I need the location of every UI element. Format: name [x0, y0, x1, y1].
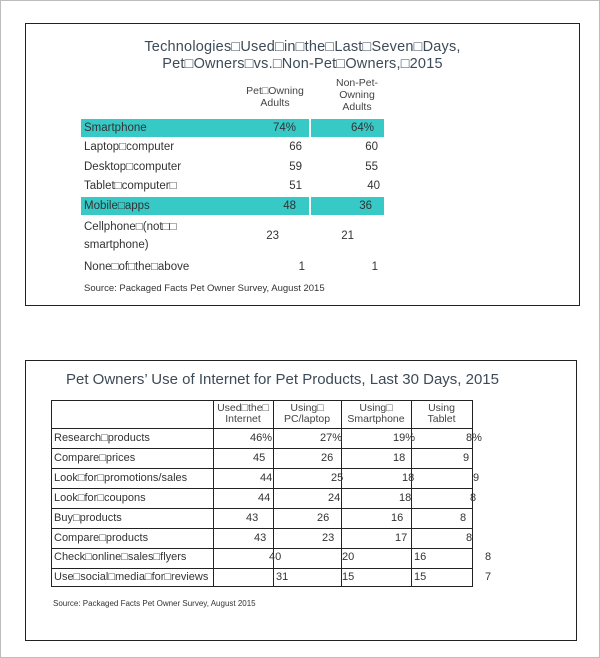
- grid-line: [51, 548, 473, 549]
- table-row-label: Compare□prices: [54, 452, 136, 464]
- highlight-divider: [309, 119, 311, 137]
- row-label: Smartphone: [84, 122, 147, 134]
- table-cell: 8: [470, 492, 477, 504]
- table-cell: 43: [246, 512, 259, 524]
- grid-line: [51, 528, 473, 529]
- grid-line: [51, 400, 473, 401]
- header-tablet: Using Tablet: [427, 402, 456, 425]
- row-value: 48: [283, 200, 296, 212]
- row-value: 40: [367, 180, 380, 192]
- table-cell: 26: [321, 452, 334, 464]
- table-cell: 19%: [393, 432, 416, 444]
- grid-line: [51, 448, 473, 449]
- table-row-label: Research□products: [54, 432, 150, 444]
- grid-line: [213, 400, 214, 587]
- table-cell: 24: [328, 492, 341, 504]
- row-label: Cellphone□(not□□: [84, 221, 177, 233]
- row-value: 59: [289, 161, 302, 173]
- grid-line: [51, 468, 473, 469]
- table-cell: 23: [322, 532, 335, 544]
- row-label: None□of□the□above: [84, 261, 190, 273]
- row-value: 66: [289, 141, 302, 153]
- table-row-label: Look□for□coupons: [54, 492, 146, 504]
- table-row-label: Use□social□media□for□reviews: [54, 571, 209, 583]
- table1-title-line2: Pet□Owners□vs.□Non-Pet□Owners,□2015: [162, 56, 443, 72]
- table-cell: 25: [331, 472, 344, 484]
- table-cell: 27%: [320, 432, 343, 444]
- technologies-table-panel: [25, 23, 580, 306]
- row-value: 55: [365, 161, 378, 173]
- row-value: 21: [341, 230, 354, 242]
- table-cell: 20: [342, 551, 355, 563]
- table-row-label: Check□online□sales□flyers: [54, 551, 187, 563]
- table-cell: 40: [269, 551, 282, 563]
- row-value: 1: [371, 261, 378, 273]
- row-value: 64%: [350, 122, 374, 134]
- table-cell: 16: [391, 512, 404, 524]
- table-cell: 46%: [250, 432, 273, 444]
- table2-source: Source: Packaged Facts Pet Owner Survey, August 2015: [53, 599, 256, 608]
- table-cell: 43: [254, 532, 267, 544]
- table-cell: 16: [414, 551, 427, 563]
- table-cell: 44: [260, 472, 273, 484]
- internet-use-table-panel: [25, 360, 577, 641]
- table-cell: 8: [485, 551, 492, 563]
- header-pc-laptop: Using□ PC/laptop: [283, 402, 331, 425]
- table1-title-line1: Technologies□Used□in□the□Last□Seven□Days,: [144, 39, 461, 55]
- table-cell: 45: [253, 452, 266, 464]
- table-row-label: Buy□products: [54, 512, 122, 524]
- row-value: 1: [298, 261, 305, 273]
- highlight-divider: [309, 197, 311, 215]
- table-cell: 18: [393, 452, 406, 464]
- row-value: 74%: [272, 122, 296, 134]
- row-label: Mobile□apps: [84, 200, 150, 212]
- row-value: 60: [365, 141, 378, 153]
- header-internet: Used□the□ Internet: [217, 402, 269, 425]
- grid-line: [51, 586, 473, 587]
- table-row-label: Compare□products: [54, 532, 149, 544]
- table-cell: 8: [466, 532, 473, 544]
- grid-line: [51, 508, 473, 509]
- row-label-cont: smartphone): [84, 239, 149, 251]
- row-label: Laptop□computer: [84, 141, 175, 153]
- row-value: 51: [289, 180, 302, 192]
- table-cell: 15: [342, 571, 355, 583]
- header-smartphone: Using□ Smartphone: [347, 402, 405, 425]
- table-cell: 7: [485, 571, 492, 583]
- table-cell: 8%: [466, 432, 482, 444]
- table-row-label: Look□for□promotions/sales: [54, 472, 188, 484]
- table-cell: 26: [317, 512, 330, 524]
- col2-header: Non-Pet- Owning Adults: [335, 77, 378, 113]
- row-label: Desktop□computer: [84, 161, 182, 173]
- grid-line: [51, 488, 473, 489]
- grid-line: [51, 428, 473, 429]
- table-cell: 31: [276, 571, 289, 583]
- table-cell: 9: [463, 452, 470, 464]
- col1-header: Pet□Owning Adults: [246, 85, 304, 109]
- grid-line: [51, 568, 473, 569]
- row-label: Tablet□computer□: [84, 180, 177, 192]
- table2-title: Pet Owners’ Use of Internet for Pet Products, Last 30 Days, 2015: [66, 371, 499, 388]
- table-cell: 17: [395, 532, 408, 544]
- row-value: 23: [266, 230, 279, 242]
- row-value: 36: [359, 200, 372, 212]
- table-cell: 18: [399, 492, 412, 504]
- table-cell: 9: [473, 472, 480, 484]
- table1-source: Source: Packaged Facts Pet Owner Survey, August 2015: [84, 283, 325, 294]
- grid-line: [51, 400, 52, 587]
- table-cell: 44: [258, 492, 271, 504]
- table-cell: 8: [460, 512, 467, 524]
- table-cell: 15: [414, 571, 427, 583]
- table-cell: 18: [402, 472, 415, 484]
